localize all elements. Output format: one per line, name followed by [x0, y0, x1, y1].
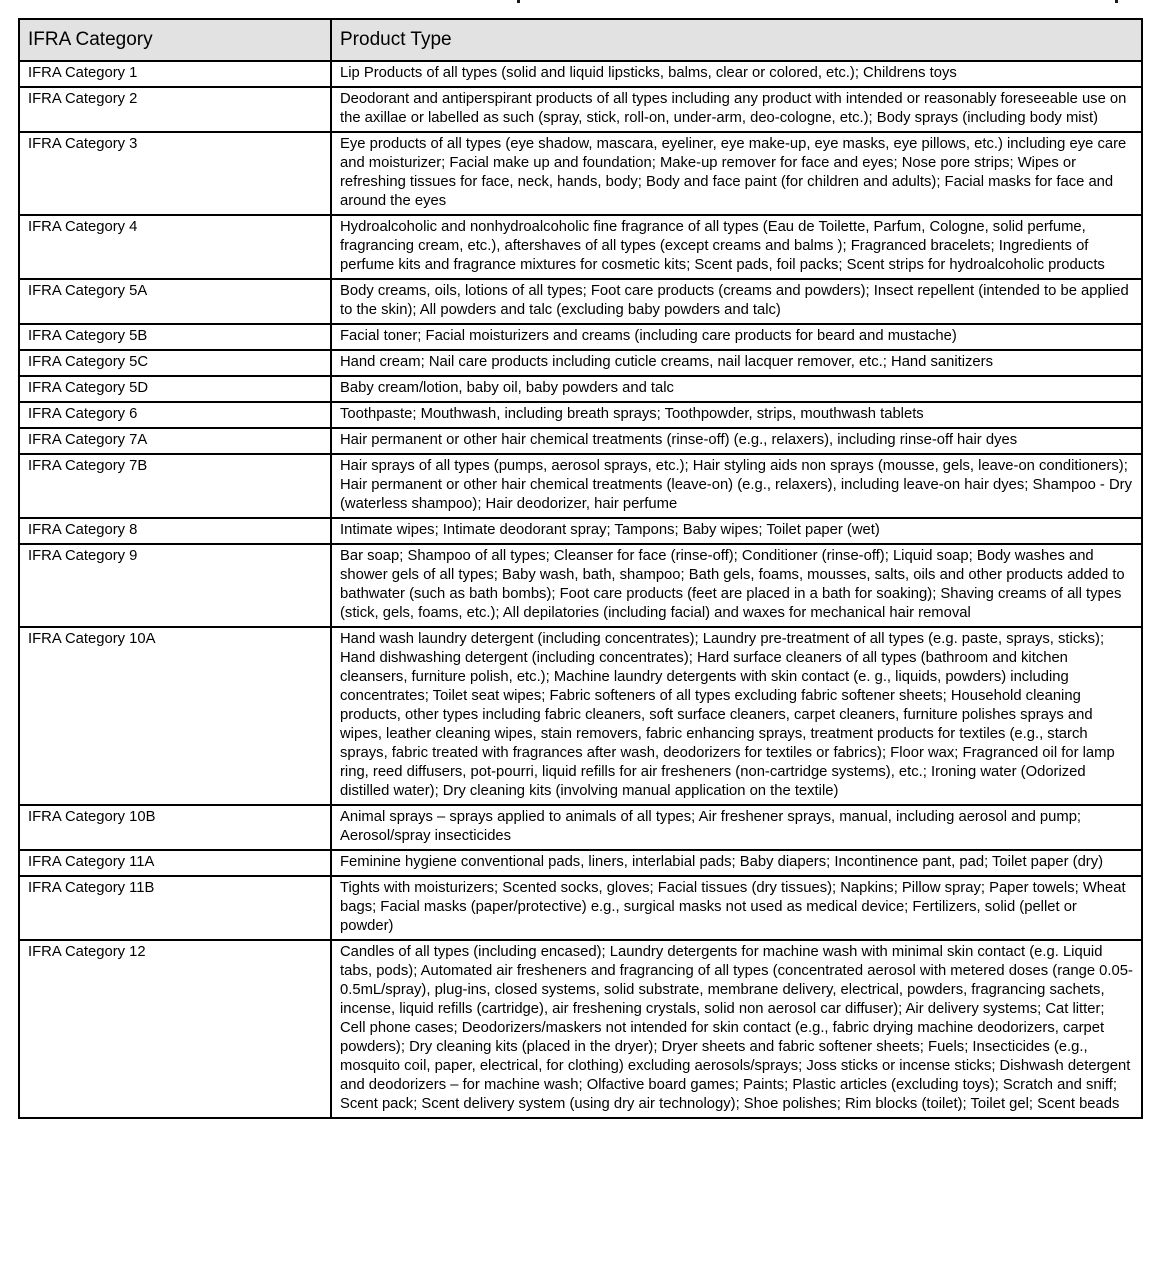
cropped-text-remnant — [1115, 0, 1118, 3]
product-type-cell: Hair sprays of all types (pumps, aerosol sprays, etc.); Hair styling aids non sprays (mousse, gels, leave-on conditioners); Hair permanent or other hair chemical treatments (leave-on) (e.g., relaxers), including leave-on hair dyes; Shampoo - Dry (waterless shampoo); Hair deodorizer, hair perfume — [331, 454, 1142, 518]
table-row — [19, 279, 1142, 324]
cropped-text-remnant — [517, 0, 520, 3]
ifra-category-cell: IFRA Category 8 — [19, 518, 331, 544]
table-row — [19, 940, 1142, 1118]
table-row — [19, 402, 1142, 428]
ifra-category-table — [18, 18, 1143, 1119]
product-type-cell: Body creams, oils, lotions of all types; Foot care products (creams and powders); Insect repellent (intended to be applied to the skin); All powders and talc (excluding baby powders and talc) — [331, 279, 1142, 324]
table-header — [19, 19, 1142, 61]
product-type-cell: Hydroalcoholic and nonhydroalcoholic fine fragrance of all types (Eau de Toilette, Parfum, Cologne, solid perfume, fragrancing cream, etc.), aftershaves of all types (except creams and balms ); Fragranced bracelets; Ingredients of perfume kits and fragrance mixtures for cosmetic kits; Scent pads, foil packs; Scent strips for hydroalcoholic products — [331, 215, 1142, 279]
table-row — [19, 61, 1142, 87]
ifra-category-cell: IFRA Category 3 — [19, 132, 331, 215]
ifra-category-cell: IFRA Category 11B — [19, 876, 331, 940]
table-body — [19, 61, 1142, 1118]
table-row — [19, 850, 1142, 876]
table-row — [19, 376, 1142, 402]
table-row — [19, 132, 1142, 215]
product-type-cell: Baby cream/lotion, baby oil, baby powders and talc — [331, 376, 1142, 402]
ifra-category-cell: IFRA Category 5B — [19, 324, 331, 350]
ifra-category-cell: IFRA Category 7B — [19, 454, 331, 518]
table-row — [19, 627, 1142, 805]
table-row — [19, 805, 1142, 850]
table-row — [19, 87, 1142, 132]
ifra-category-cell: IFRA Category 10B — [19, 805, 331, 850]
ifra-category-cell: IFRA Category 5A — [19, 279, 331, 324]
ifra-category-cell: IFRA Category 11A — [19, 850, 331, 876]
product-type-cell: Hand wash laundry detergent (including concentrates); Laundry pre-treatment of all types (e.g. paste, sprays, sticks); Hand dishwashing detergent (including concentrates); Hard surface cleaners of all types (bathroom and kitchen cleansers, furniture polish, etc.); Machine laundry detergents with skin contact (e. g., liquids, powders) including concentrates; Toilet seat wipes; Fabric softeners of all types excluding fabric softener sheets; Household cleaning products, other types including fabric cleaners, soft surface cleaners, carpet cleaners, furniture polishes sprays and wipes, leather cleaning wipes, stain removers, fabric enhancing sprays, treatment products for textiles (e.g., starch sprays, fabric treated with fragrances after wash, deodorizers for textiles or fabrics); Floor wax; Fragranced oil for lamp ring, reed diffusers, pot-pourri, liquid refills for air fresheners (non-cartridge systems), etc.; Ironing water (Odorized distilled water); Dry cleaning kits (involving manual application on the textile) — [331, 627, 1142, 805]
product-type-cell: Hand cream; Nail care products including cuticle creams, nail lacquer remover, etc.; Hand sanitizers — [331, 350, 1142, 376]
table-row — [19, 454, 1142, 518]
ifra-category-cell: IFRA Category 4 — [19, 215, 331, 279]
table-row — [19, 544, 1142, 627]
product-type-cell: Intimate wipes; Intimate deodorant spray; Tampons; Baby wipes; Toilet paper (wet) — [331, 518, 1142, 544]
product-type-cell: Candles of all types (including encased); Laundry detergents for machine wash with minimal skin contact (e.g. Liquid tabs, pods); Automated air fresheners and fragrancing of all types (concentrated aerosol with metered doses (range 0.05-0.5mL/spray), plug-ins, closed systems, solid substrate, membrane delivery, electrical, powders, fragrancing sachets, incense, liquid refills (cartridge), air freshening crystals, solid non aerosol car diffuser); Air delivery systems; Cat litter; Cell phone cases; Deodorizers/maskers not intended for skin contact (e.g., fabric drying machine deodorizers, carpet powders); Dry cleaning kits (placed in the dryer); Dryer sheets and fabric softener sheets; Fuels; Insecticides (e.g., mosquito coil, paper, electrical, for clothing) excluding aerosols/sprays; Joss sticks or incense sticks; Dishwash detergent and deodorizers – for machine wash; Olfactive board games; Paints; Plastic articles (excluding toys); Scratch and sniff; Scent pack; Scent delivery system (using dry air technology); Shoe polishes; Rim blocks (toilet); Toilet gel; Scent beads — [331, 940, 1142, 1118]
ifra-category-cell: IFRA Category 2 — [19, 87, 331, 132]
product-type-cell: Hair permanent or other hair chemical treatments (rinse-off) (e.g., relaxers), including rinse-off hair dyes — [331, 428, 1142, 454]
ifra-category-cell: IFRA Category 12 — [19, 940, 331, 1118]
product-type-cell: Facial toner; Facial moisturizers and creams (including care products for beard and mustache) — [331, 324, 1142, 350]
table-row — [19, 350, 1142, 376]
ifra-category-cell: IFRA Category 1 — [19, 61, 331, 87]
product-type-cell: Lip Products of all types (solid and liquid lipsticks, balms, clear or colored, etc.); Childrens toys — [331, 61, 1142, 87]
ifra-category-cell: IFRA Category 5C — [19, 350, 331, 376]
product-type-column-header: Product Type — [331, 19, 1142, 61]
table-row — [19, 428, 1142, 454]
ifra-category-cell: IFRA Category 5D — [19, 376, 331, 402]
ifra-category-cell: IFRA Category 7A — [19, 428, 331, 454]
ifra-category-column-header: IFRA Category — [19, 19, 331, 61]
product-type-cell: Bar soap; Shampoo of all types; Cleanser for face (rinse-off); Conditioner (rinse-off); Liquid soap; Body washes and shower gels of all types; Baby wash, bath, shampoo; Bath gels, foams, mousses, salts, oils and other products added to bathwater (such as bath bombs); Foot care products (feet are placed in a bath for soaking); Shaving creams of all types (stick, gels, foams, etc.); All depilatories (including facial) and waxes for mechanical hair removal — [331, 544, 1142, 627]
product-type-cell: Feminine hygiene conventional pads, liners, interlabial pads; Baby diapers; Incontinence pant, pad; Toilet paper (dry) — [331, 850, 1142, 876]
header-row — [19, 19, 1142, 61]
product-type-cell: Animal sprays – sprays applied to animals of all types; Air freshener sprays, manual, including aerosol and pump; Aerosol/spray insecticides — [331, 805, 1142, 850]
product-type-cell: Tights with moisturizers; Scented socks, gloves; Facial tissues (dry tissues); Napkins; Pillow spray; Paper towels; Wheat bags; Facial masks (paper/protective) e.g., surgical masks not used as medical device; Fertilizers, solid (pellet or powder) — [331, 876, 1142, 940]
product-type-cell: Eye products of all types (eye shadow, mascara, eyeliner, eye make-up, eye masks, eye pillows, etc.) including eye care and moisturizer; Facial make up and foundation; Make-up remover for face and eyes; Nose pore strips; Wipes or refreshing tissues for face, neck, hands, body; Body and face paint (for children and adults); Facial masks for face and around the eyes — [331, 132, 1142, 215]
table-row — [19, 518, 1142, 544]
product-type-cell: Deodorant and antiperspirant products of all types including any product with intended or reasonably foreseeable use on the axillae or labelled as such (spray, stick, roll-on, under-arm, deo-cologne, etc.); Body sprays (including body mist) — [331, 87, 1142, 132]
table-row — [19, 324, 1142, 350]
ifra-category-cell: IFRA Category 10A — [19, 627, 331, 805]
table-row — [19, 876, 1142, 940]
ifra-category-cell: IFRA Category 6 — [19, 402, 331, 428]
table-row — [19, 215, 1142, 279]
ifra-category-cell: IFRA Category 9 — [19, 544, 331, 627]
product-type-cell: Toothpaste; Mouthwash, including breath sprays; Toothpowder, strips, mouthwash tablets — [331, 402, 1142, 428]
